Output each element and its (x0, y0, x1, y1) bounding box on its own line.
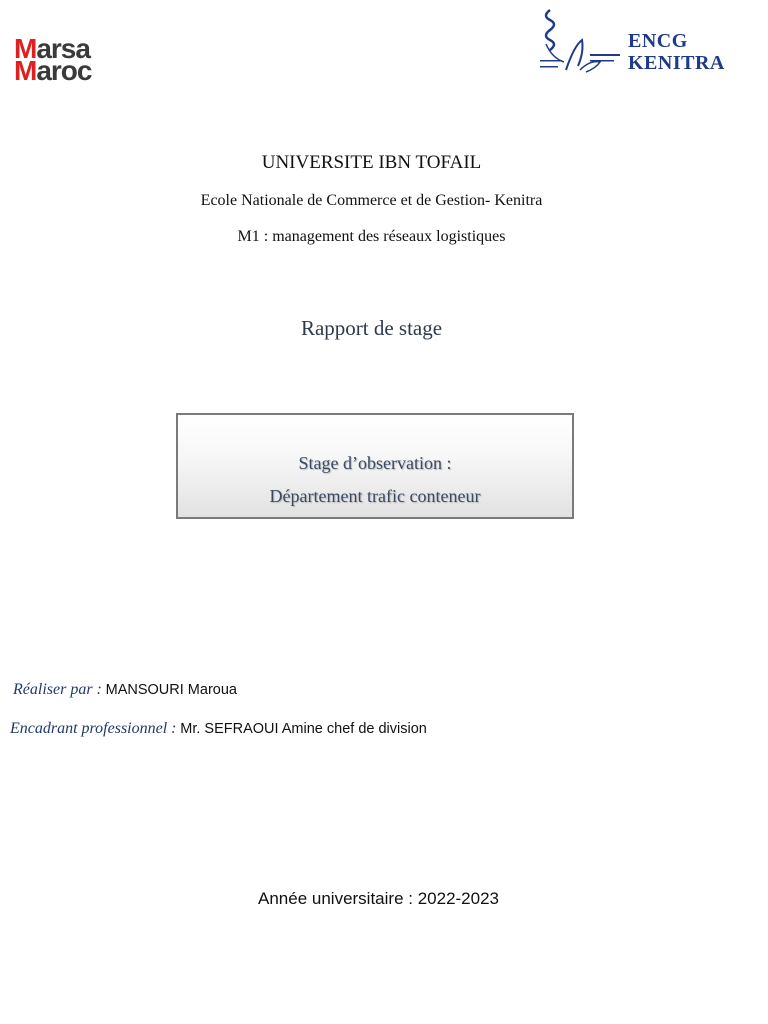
encg-kenitra-logo (536, 4, 751, 84)
academic-year: Année universitaire : 2022-2023 (258, 889, 499, 908)
university-name: UNIVERSITE IBN TOFAIL (261, 152, 482, 173)
marsa-logo-red-m: M (14, 33, 37, 64)
stage-department: Département trafic conteneur (269, 486, 481, 506)
supervisor-name: Mr. SEFRAOUI Amine chef de division (180, 721, 427, 737)
supervisor-row (10, 720, 427, 738)
marsa-maroc-logo (14, 33, 174, 86)
encg-logo-text (628, 30, 725, 74)
program-name: M1 : management des réseaux logistiques (237, 228, 506, 245)
marsa-logo-line2 (14, 55, 174, 86)
author-name: MANSOURI Maroua (105, 682, 237, 698)
author-row (13, 681, 237, 699)
stage-box (176, 413, 574, 519)
school-name: Ecole Nationale de Commerce et de Gestion- Kenitra (200, 192, 543, 209)
encg-logo-line1: ENCG (628, 30, 688, 52)
report-title: Rapport de stage (300, 316, 443, 340)
maroc-logo-red-m: M (14, 55, 37, 86)
author-label: Réaliser par : (13, 681, 102, 698)
supervisor-label: Encadrant professionnel : (10, 720, 177, 737)
stage-type: Stage d’observation : (298, 453, 452, 473)
marsa-logo-rest: arsa (36, 33, 90, 64)
ibn-tofail-emblem-icon (536, 4, 624, 80)
maroc-logo-rest: aroc (36, 55, 92, 86)
encg-logo-line2: KENITRA (628, 52, 725, 74)
